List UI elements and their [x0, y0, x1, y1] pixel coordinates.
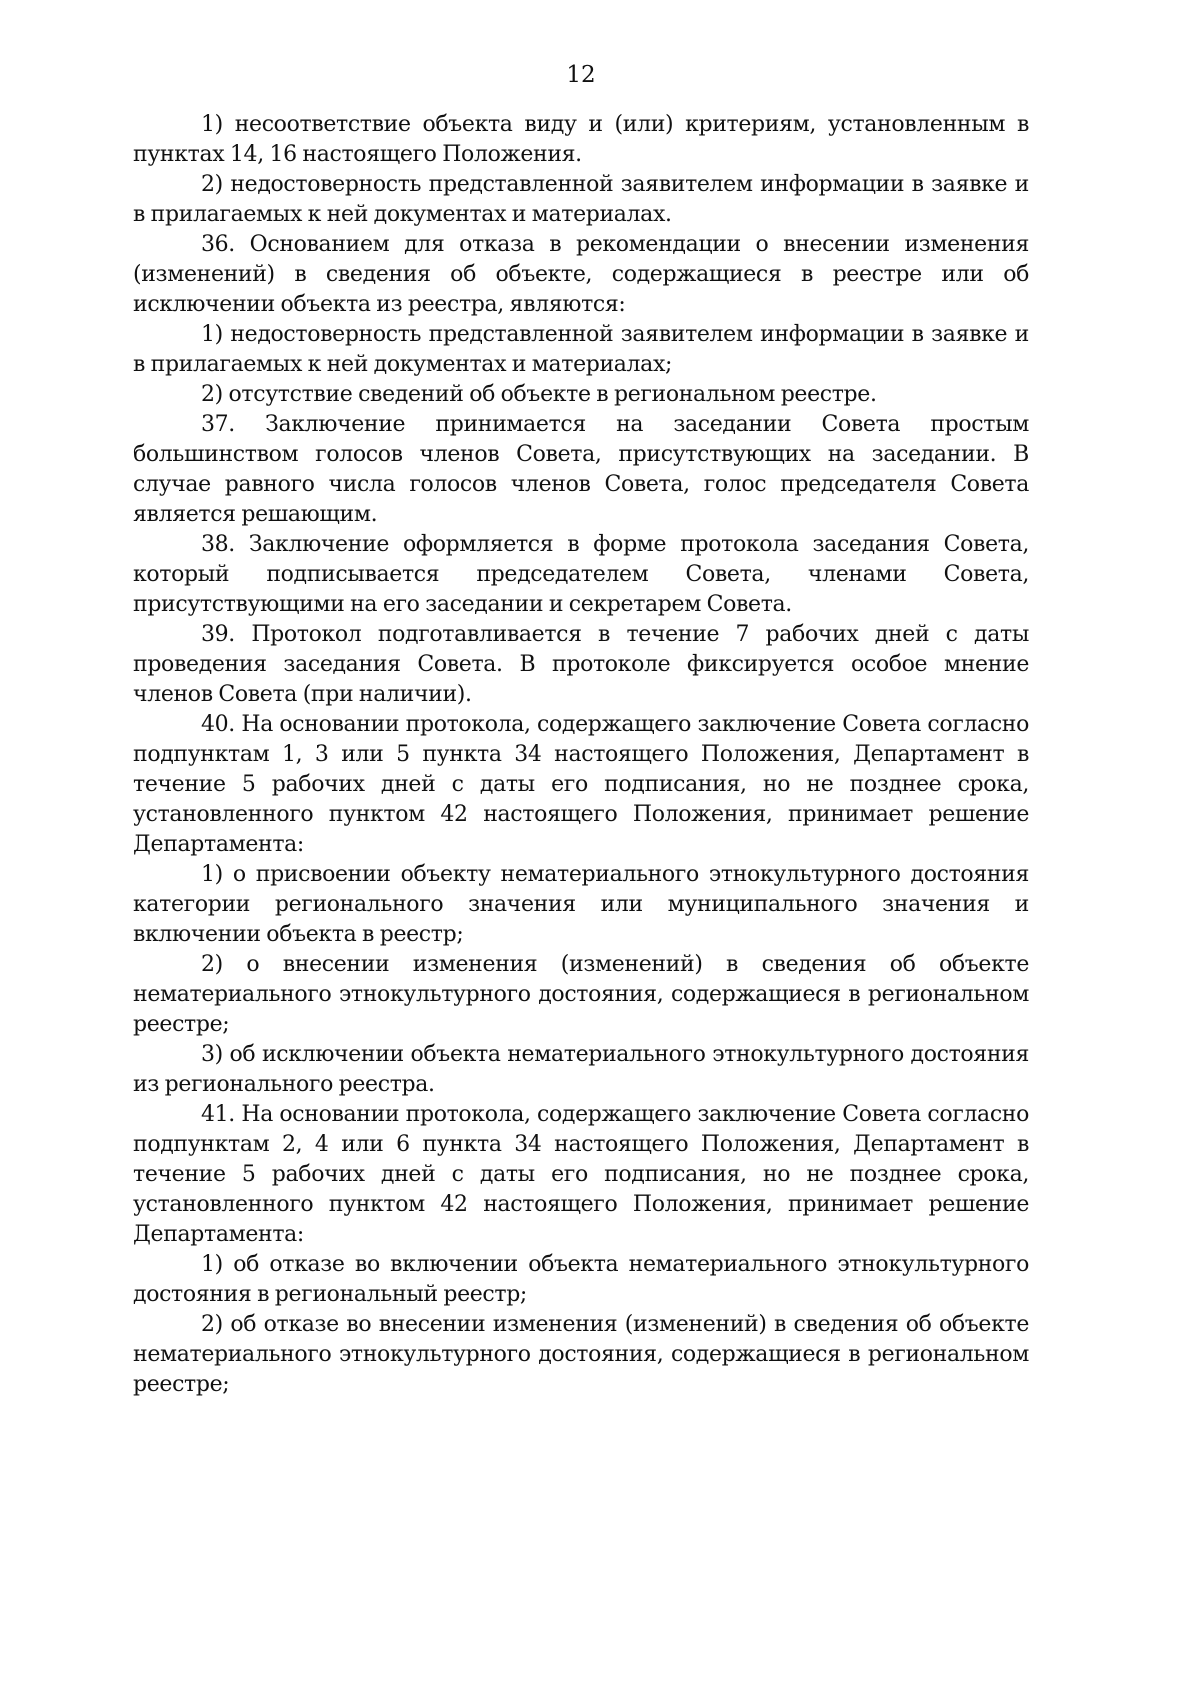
paragraph-40-item-1: 1) о присвоении объекту нематериального этнокультурного достояния категории регионального значения или муниципального значения и включении объекта в реестр; [133, 862, 1029, 947]
paragraph-41-item-1: 1) об отказе во включении объекта нематериального этнокультурного достояния в региональный реестр; [133, 1252, 1029, 1307]
paragraph-40: 40. На основании протокола, содержащего заключение Совета согласно подпунктам 1, 3 или 5 пункта 34 настоящего Положения, Департамент в течение 5 рабочих дней с даты его подписания, но не позднее срока, установленного пунктом 42 настоящего Положения, принимает решение Департамента: [133, 712, 1029, 857]
page-number: 12 [566, 62, 596, 88]
paragraph-40-item-2: 2) о внесении изменения (изменений) в сведения об объекте нематериального этнокультурного достояния, содержащиеся в региональном реестре; [133, 952, 1029, 1037]
paragraph-38: 38. Заключение оформляется в форме протокола заседания Совета, который подписывается председателем Совета, членами Совета, присутствующими на его заседании и секретарем Совета. [133, 532, 1029, 617]
paragraph-41-item-2: 2) об отказе во внесении изменения (изменений) в сведения об объекте нематериального этнокультурного достояния, содержащиеся в региональном реестре; [133, 1312, 1029, 1397]
paragraph-39: 39. Протокол подготавливается в течение 7 рабочих дней с даты проведения заседания Совета. В протоколе фиксируется особое мнение членов Совета (при наличии). [133, 622, 1029, 707]
document-body [133, 110, 1029, 1400]
paragraph-36-item-2: 2) отсутствие сведений об объекте в региональном реестре. [201, 382, 877, 407]
paragraph-36-item-1: 1) недостоверность представленной заявителем информации в заявке и в прилагаемых к ней документах и материалах; [133, 322, 1029, 377]
paragraph-40-item-3: 3) об исключении объекта нематериального этнокультурного достояния из регионального реестра. [133, 1042, 1029, 1097]
paragraph-item-1: 1) несоответствие объекта виду и (или) критериям, установленным в пунктах 14, 16 настоящего Положения. [133, 112, 1029, 167]
paragraph-36: 36. Основанием для отказа в рекомендации о внесении изменения (изменений) в сведения об объекте, содержащиеся в реестре или об исключении объекта из реестра, являются: [133, 232, 1029, 317]
paragraph-37: 37. Заключение принимается на заседании Совета простым большинством голосов членов Совета, присутствующих на заседании. В случае равного числа голосов членов Совета, голос председателя Совета является решающим. [133, 412, 1029, 527]
paragraph-41: 41. На основании протокола, содержащего заключение Совета согласно подпунктам 2, 4 или 6 пункта 34 настоящего Положения, Департамент в течение 5 рабочих дней с даты его подписания, но не позднее срока, установленного пунктом 42 настоящего Положения, принимает решение Департамента: [133, 1102, 1029, 1247]
paragraph-item-2: 2) недостоверность представленной заявителем информации в заявке и в прилагаемых к ней документах и материалах. [133, 172, 1029, 227]
document-page [133, 60, 1029, 1400]
